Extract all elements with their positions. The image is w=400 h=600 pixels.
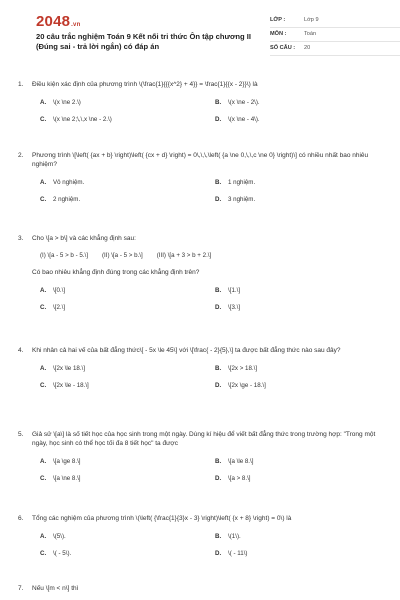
option-c[interactable] xyxy=(40,381,89,390)
option-a[interactable] xyxy=(40,98,81,107)
meta-key: LỚP : xyxy=(270,17,286,23)
question-6 xyxy=(18,514,384,557)
option-letter: A. xyxy=(40,179,47,186)
option-letter: C. xyxy=(40,116,47,123)
option-letter: A. xyxy=(40,287,47,294)
question-7 xyxy=(18,584,384,593)
option-letter: A. xyxy=(40,365,47,372)
statement-item: (I) \[a - 5 > b - 5.\] xyxy=(40,252,88,259)
option-letter: C. xyxy=(40,196,47,203)
meta-value: Toán xyxy=(304,31,317,37)
option-text: \(x \ne 2;\,\,x \ne - 2.\) xyxy=(53,116,112,123)
option-text: \[a \le 8.\] xyxy=(228,458,254,465)
option-text: \[1.\] xyxy=(228,287,241,294)
meta-row-count xyxy=(270,42,400,56)
option-letter: D. xyxy=(215,116,222,123)
meta-key: MÔN : xyxy=(270,31,287,37)
option-text: \[a > 8.\] xyxy=(228,475,251,482)
option-b[interactable] xyxy=(215,457,253,466)
answer-options xyxy=(18,532,384,557)
question-1 xyxy=(18,80,384,123)
question-number: 7. xyxy=(18,585,24,592)
question-number: 3. xyxy=(18,235,24,242)
option-text: \[2x \ge - 18.\] xyxy=(228,382,266,389)
option-letter: D. xyxy=(215,550,222,557)
option-d[interactable] xyxy=(215,381,266,390)
question-number: 5. xyxy=(18,431,24,438)
option-a[interactable] xyxy=(40,364,85,373)
option-letter: B. xyxy=(215,179,222,186)
question-5 xyxy=(18,430,384,482)
option-text: \[a \ge 8.\] xyxy=(53,458,81,465)
option-text: \[0.\] xyxy=(53,287,66,294)
statement-item: (II) \[a - 5 > b.\] xyxy=(101,252,143,259)
option-d[interactable] xyxy=(215,195,255,204)
meta-row-subject xyxy=(270,28,400,42)
option-c[interactable] xyxy=(40,549,71,558)
question-3 xyxy=(18,234,384,311)
meta-table xyxy=(270,14,400,56)
option-letter: B. xyxy=(215,458,222,465)
option-text: \( - 11\) xyxy=(228,550,248,557)
option-b[interactable] xyxy=(215,532,241,541)
worksheet-header xyxy=(18,0,382,62)
meta-key: SỐ CÂU : xyxy=(270,45,296,51)
meta-row-grade xyxy=(270,14,400,28)
option-d[interactable] xyxy=(215,303,240,312)
option-a[interactable] xyxy=(40,178,84,187)
answer-options xyxy=(18,364,384,389)
statement-list xyxy=(40,251,384,260)
option-text: \[3.\] xyxy=(228,304,241,311)
option-letter: A. xyxy=(40,458,47,465)
site-logo[interactable] xyxy=(36,13,80,30)
option-text: \[2x \le 18.\] xyxy=(53,365,85,372)
meta-value: 20 xyxy=(304,45,311,51)
option-letter: D. xyxy=(215,196,222,203)
option-d[interactable] xyxy=(215,115,260,124)
option-letter: C. xyxy=(40,382,47,389)
option-letter: B. xyxy=(215,533,222,540)
question-number: 1. xyxy=(18,81,24,88)
option-letter: C. xyxy=(40,475,47,482)
option-text: 1 nghiệm. xyxy=(228,179,256,186)
question-text: Cho \[a > b\] và các khẳng định sau: xyxy=(32,235,136,242)
option-d[interactable] xyxy=(215,549,247,558)
option-text: Vô nghiệm. xyxy=(53,179,85,186)
option-text: 2 nghiệm. xyxy=(53,196,81,203)
option-text: \[a \ne 8.\] xyxy=(53,475,81,482)
option-b[interactable] xyxy=(215,286,240,295)
answer-options xyxy=(18,98,384,123)
answer-options xyxy=(18,178,384,203)
option-text: \( - 5\). xyxy=(53,550,72,557)
option-c[interactable] xyxy=(40,303,65,312)
option-text: \[2x > 18.\] xyxy=(228,365,258,372)
option-b[interactable] xyxy=(215,364,257,373)
option-text: 3 nghiệm. xyxy=(228,196,256,203)
option-text: \[2x \le - 18.\] xyxy=(53,382,89,389)
option-letter: A. xyxy=(40,533,47,540)
question-text: Khi nhân cả hai vế của bất đẳng thức\[ - 5x \le 45\] với \[\frac{ - 2}{5},\] ta được bất đẳng thức nào sau đây? xyxy=(32,347,341,354)
option-letter: B. xyxy=(215,365,222,372)
logo-text: 2048 xyxy=(36,13,71,30)
question-text: Điều kiện xác định của phương trình \(\frac{1}{{{x^2} + 4}} = \frac{1}{{x - 2}}\) là xyxy=(32,81,258,88)
question-text: Nếu \[m < n\] thì xyxy=(32,585,79,592)
option-letter: B. xyxy=(215,99,222,106)
option-c[interactable] xyxy=(40,195,80,204)
question-number: 2. xyxy=(18,152,24,159)
option-letter: C. xyxy=(40,304,47,311)
logo-suffix: .vn xyxy=(71,22,81,28)
question-4 xyxy=(18,346,384,389)
option-letter: A. xyxy=(40,99,47,106)
option-c[interactable] xyxy=(40,474,81,483)
answer-options xyxy=(18,457,384,482)
option-letter: D. xyxy=(215,304,222,311)
statement-item: (III) \[a + 3 > b + 2.\] xyxy=(156,252,212,259)
question-text: Tổng các nghiệm của phương trình \(\left( {\frac{1}{3}x - 3} \right)\left( {x + 8} \right) = 0\) là xyxy=(32,515,292,522)
option-text: \(x \ne 2.\) xyxy=(53,99,81,106)
question-number: 6. xyxy=(18,515,24,522)
option-text: \[2.\] xyxy=(53,304,66,311)
option-d[interactable] xyxy=(215,474,251,483)
question-prompt: Có bao nhiêu khẳng định đúng trong các khẳng định trên? xyxy=(32,269,200,276)
option-c[interactable] xyxy=(40,115,112,124)
option-a[interactable] xyxy=(40,286,65,295)
option-text: \(5\). xyxy=(53,533,66,540)
answer-options xyxy=(18,286,384,311)
option-a[interactable] xyxy=(40,457,81,466)
option-letter: B. xyxy=(215,287,222,294)
worksheet-title: 20 câu trắc nghiệm Toán 9 Kết nối tri thức Ôn tập chương II (Đúng sai - trả lời ngắn) có đáp án xyxy=(36,32,251,51)
question-2 xyxy=(18,151,384,203)
option-a[interactable] xyxy=(40,532,66,541)
option-letter: C. xyxy=(40,550,47,557)
question-text: Phương trình \[\left( {ax + b} \right)\left( {cx + d} \right) = 0\,\,\,\left( {a \ne 0,\,\,c \ne 0} \right)\] có nhiều nhất bao nhiêu nghiệm? xyxy=(32,152,369,168)
question-text: Giả sử \[a\] là số tiết học của học sinh trong một ngày. Dùng kí hiệu để viết bất đẳng thức trong trường hợp: "Trong một ngày, học sinh có thể học tối đa 8 tiết học" ta được xyxy=(32,431,376,447)
option-b[interactable] xyxy=(215,178,255,187)
question-number: 4. xyxy=(18,347,24,354)
option-b[interactable] xyxy=(215,98,260,107)
option-text: \(x \ne - 2\). xyxy=(228,99,260,106)
meta-value: Lớp 9 xyxy=(304,17,319,23)
option-text: \(x \ne - 4\). xyxy=(228,116,260,123)
option-letter: D. xyxy=(215,475,222,482)
option-text: \(1\). xyxy=(228,533,241,540)
option-letter: D. xyxy=(215,382,222,389)
